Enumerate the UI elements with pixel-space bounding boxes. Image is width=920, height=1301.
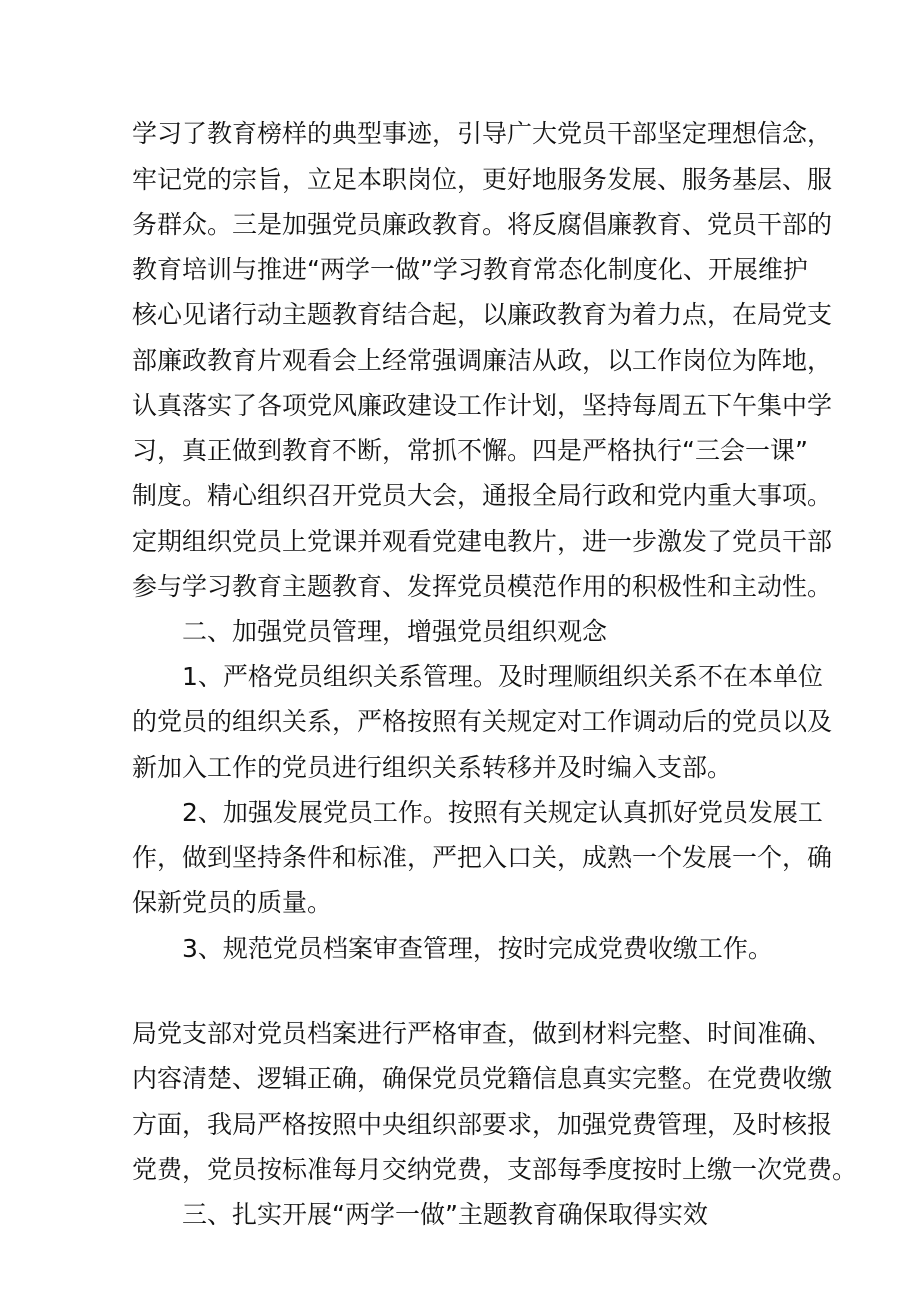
text-line: 3、规范党员档案审查管理，按时完成党费收缴工作。	[182, 934, 773, 963]
text-line: 局党支部对党员档案进行严格审查，做到材料完整、时间准确、	[132, 1019, 833, 1048]
text-line: 部廉政教育片观看会上经常强调廉洁从政，以工作岗位为阵地，	[132, 346, 833, 375]
text-line: 1、严格党员组织关系管理。及时理顺组织关系不在本单位	[182, 662, 823, 691]
text-line: 2、加强发展党员工作。按照有关规定认真抓好党员发展工	[182, 798, 823, 827]
text-line: 制度。精心组织召开党员大会，通报全局行政和党内重大事项。	[132, 481, 833, 510]
text-line: 核心见诸行动主题教育结合起，以廉政教育为着力点，在局党支	[132, 300, 833, 329]
text-line: 参与学习教育主题教育、发挥党员模范作用的积极性和主动性。	[132, 572, 833, 601]
section-heading: 三、扎实开展“两学一做”主题教育确保取得实效	[182, 1200, 708, 1229]
text-line: 务群众。三是加强党员廉政教育。将反腐倡廉教育、党员干部的	[132, 210, 833, 239]
text-line: 方面，我局严格按照中央组织部要求，加强党费管理，及时核报	[132, 1110, 833, 1139]
section-heading: 二、加强党员管理，增强党员组织观念	[182, 617, 608, 646]
text-line: 定期组织党员上党课并观看党建电教片，进一步激发了党员干部	[132, 527, 833, 556]
text-line: 学习了教育榜样的典型事迹，引导广大党员干部坚定理想信念，	[132, 119, 833, 148]
text-line: 党费，党员按标准每月交纳党费，支部每季度按时上缴一次党费。	[132, 1155, 858, 1184]
text-line: 的党员的组织关系，严格按照有关规定对工作调动后的党员以及	[132, 707, 833, 736]
text-line: 作，做到坚持条件和标准，严把入口关，成熟一个发展一个，确	[132, 843, 833, 872]
text-line: 新加入工作的党员进行组织关系转移并及时编入支部。	[132, 753, 733, 782]
text-line: 教育培训与推进“两学一做”学习教育常态化制度化、开展维护	[132, 255, 808, 284]
text-line: 内容清楚、逻辑正确，确保党员党籍信息真实完整。在党费收缴	[132, 1064, 833, 1093]
text-line: 习，真正做到教育不断，常抓不懈。四是严格执行“三会一课”	[132, 436, 808, 465]
text-line: 牢记党的宗旨，立足本职岗位，更好地服务发展、服务基层、服	[132, 165, 833, 194]
text-line: 认真落实了各项党风廉政建设工作计划，坚持每周五下午集中学	[132, 391, 833, 420]
text-line: 保新党员的质量。	[132, 888, 333, 917]
